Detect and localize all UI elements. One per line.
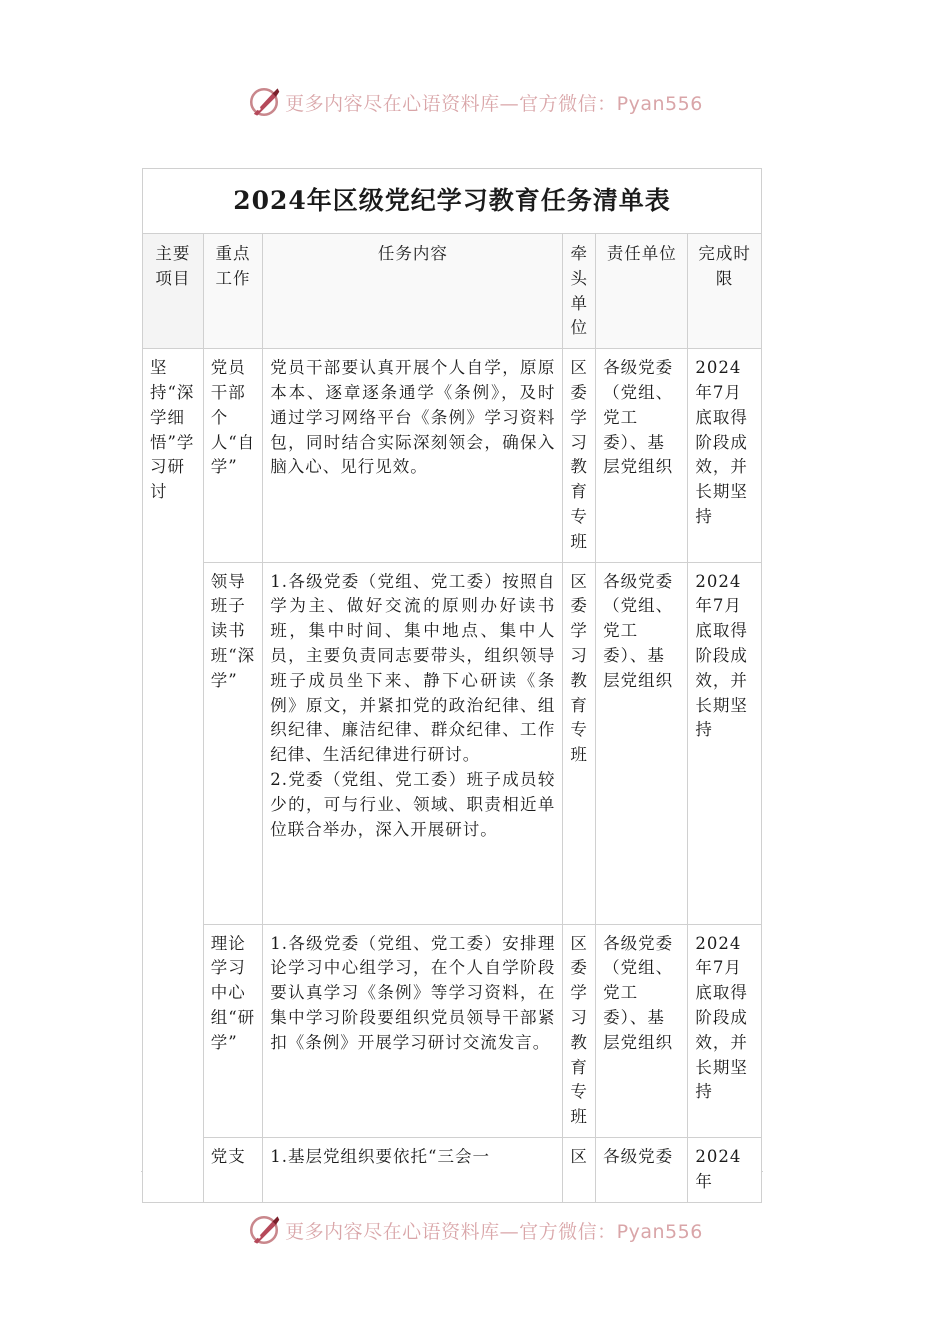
watermark-banner-top	[0, 82, 950, 122]
deadline-cell: 2024年7月底取得阶段成效，并长期坚持	[688, 924, 762, 1137]
lead-cell: 区委学习教育专班	[563, 349, 596, 562]
deadline-cell: 2024年7月底取得阶段成效，并长期坚持	[688, 562, 762, 924]
responsible-cell: 各级党委	[596, 1137, 688, 1202]
content-paragraph: 2.党委（党组、党工委）班子成员较少的，可与行业、领域、职责相近单位联合举办，深入开展研讨。	[270, 769, 556, 839]
lead-cell: 区委学习教育专班	[563, 562, 596, 924]
content-paragraph: 1.各级党委（党组、党工委）安排理论学习中心组学习，在个人自学阶段要认真学习《条例》等学习资料，在集中学习阶段要组织党员领导干部紧扣《条例》开展学习研讨交流发言。	[270, 933, 556, 1052]
watermark-banner-bottom	[0, 1210, 950, 1250]
header-responsible-unit: 责任单位	[596, 234, 688, 349]
pen-nib-logo-icon	[247, 1213, 281, 1247]
banner-text: 更多内容尽在心语资料库—官方微信：Pyan556	[285, 92, 703, 115]
lead-cell: 区委学习教育专班	[563, 924, 596, 1137]
content-paragraph: 党员干部要认真开展个人自学，原原本本、逐章逐条通学《条例》，及时通过学习网络平台《条例》学习资料包，同时结合实际深刻领会，确保入脑入心、见行见效。	[270, 358, 556, 477]
document-table-viewport	[141, 167, 763, 1191]
responsible-cell: 各级党委（党组、党工委）、基层党组织	[596, 924, 688, 1137]
content-cell	[263, 349, 563, 562]
work-cell: 领导班子读书班“深学”	[203, 562, 263, 924]
deadline-cell: 2024年7月底取得阶段成效，并长期坚持	[688, 349, 762, 562]
deadline-cell: 2024年	[688, 1137, 762, 1202]
header-lead-unit: 牵头单位	[563, 234, 596, 349]
header-deadline: 完成时限	[688, 234, 762, 349]
banner-handle: Pyan556	[616, 1220, 703, 1243]
task-list-table	[142, 168, 762, 1203]
banner-handle: Pyan556	[616, 92, 703, 115]
work-cell: 党员干部个人“自学”	[203, 349, 263, 562]
table-row	[143, 562, 762, 924]
content-paragraph: 1.各级党委（党组、党工委）按照自学为主、做好交流的原则办好读书班，集中时间、集中地点、集中人员，主要负责同志要带头，组织领导班子成员坐下来、静下心研读《条例》原文，并紧扣党的政治纪律、组织纪律、廉洁纪律、群众纪律、工作纪律、生活纪律进行研讨。	[270, 571, 556, 765]
header-main-project: 主要项目	[143, 234, 204, 349]
work-cell: 理论学习中心组“研学”	[203, 924, 263, 1137]
header-task-content: 任务内容	[263, 234, 563, 349]
header-key-work: 重点工作	[203, 234, 263, 349]
content-cell	[263, 1137, 563, 1202]
table-row	[143, 1137, 762, 1202]
responsible-cell: 各级党委（党组、党工委）、基层党组织	[596, 562, 688, 924]
responsible-cell: 各级党委（党组、党工委）、基层党组织	[596, 349, 688, 562]
content-cell	[263, 562, 563, 924]
table-title: 2024年区级党纪学习教育任务清单表	[143, 169, 762, 234]
table-row	[143, 349, 762, 562]
table-row	[143, 924, 762, 1137]
lead-cell: 区	[563, 1137, 596, 1202]
work-cell: 党支	[203, 1137, 263, 1202]
content-cell	[263, 924, 563, 1137]
content-paragraph: 1.基层党组织要依托“三会一	[270, 1146, 490, 1166]
table-header-row	[143, 234, 762, 349]
section-cell: 坚持“深学细悟”学习研讨	[143, 349, 204, 1202]
pen-nib-logo-icon	[247, 85, 281, 119]
banner-text: 更多内容尽在心语资料库—官方微信：Pyan556	[285, 1220, 703, 1243]
